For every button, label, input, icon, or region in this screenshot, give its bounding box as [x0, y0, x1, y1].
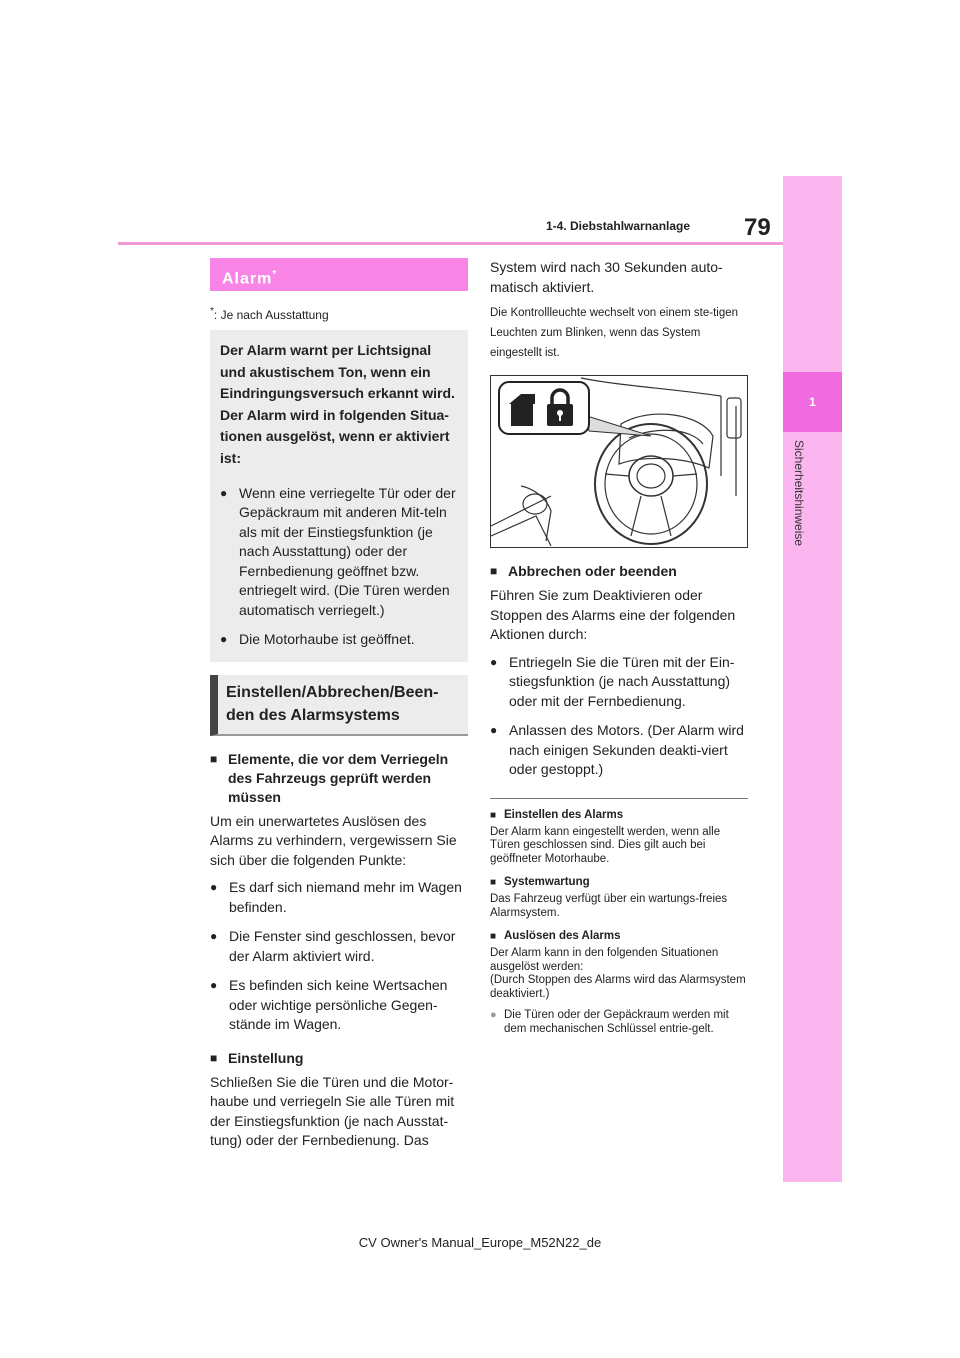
bullet-icon: ● [210, 978, 218, 993]
chapter-side-tab [783, 176, 842, 1182]
intro-box [210, 330, 468, 662]
note-heading [490, 929, 748, 944]
alarm-title-bar [210, 258, 468, 291]
note-list-item [490, 1009, 748, 1036]
bullet-icon: ● [490, 1009, 497, 1021]
intro-text-2: Der Alarm wird in folgenden Situa-tionen ausgelöst, wenn er aktiviert ist: [220, 406, 450, 466]
right-column [490, 258, 748, 1036]
square-bullet-icon: ■ [490, 564, 498, 578]
page-number: 79 [744, 214, 771, 241]
left-column [210, 258, 468, 1151]
footnote-mark: * [210, 306, 214, 317]
dashboard-illustration [490, 375, 748, 548]
list-item-text: Anlassen des Motors. (Der Alarm wird nach einigen Sekunden deakti-viert oder gestoppt.) [509, 722, 744, 777]
bullet-icon: ● [220, 632, 228, 647]
square-bullet-icon: ■ [210, 1050, 218, 1065]
subheading-cancel [490, 562, 748, 581]
footer: CV Owner's Manual_Europe_M52N22_de [358, 1235, 602, 1250]
check-bullets [210, 878, 468, 1035]
list-item [210, 927, 468, 966]
note-heading-text: Auslösen des Alarms [504, 930, 621, 942]
steering-wheel-illustration [491, 376, 747, 547]
header-rule [118, 242, 784, 245]
square-bullet-icon: ■ [210, 751, 218, 766]
bullet-icon: ● [490, 654, 498, 669]
notes-divider [490, 798, 748, 799]
paragraph: Um ein unerwartetes Auslösen des Alarms zu verhindern, vergewissern Sie sich über die folgenden Punkte: [210, 812, 457, 868]
alarm-title: Alarm [222, 270, 273, 288]
chapter-number-tab: 1 [783, 372, 842, 432]
bullet-icon: ● [210, 929, 218, 944]
paragraph: Schließen Sie die Türen und die Motor-haube und verriegeln Sie alle Türen mit der Einstiegsfunktion (je nach Ausstat-tung) oder der Fernbedienung. Das [210, 1073, 455, 1149]
footnote-text: : Je nach Ausstattung [213, 308, 329, 322]
list-item [490, 653, 748, 712]
note-text: Das Fahrzeug verfügt über ein wartungs-freies Alarmsystem. [490, 893, 728, 919]
paragraph: System wird nach 30 Sekunden auto-matisch aktiviert. [490, 259, 723, 295]
note-text: Der Alarm kann in den folgenden Situationen ausgelöst werden: (Durch Stoppen des Alarms wird das Alarmsystem deaktiviert.) [490, 947, 746, 1000]
list-item-text: Es befinden sich keine Wertsachen oder wichtige persönliche Gegen-stände im Wagen. [229, 977, 448, 1033]
note-text: Der Alarm kann eingestellt werden, wenn alle Türen geschlossen sind. Dies gilt auch bei geöffneter Motorhaube. [490, 825, 721, 865]
list-item-text: Wenn eine verriegelte Tür oder der Gepäckraum mit anderen Mit-teln als mit der Einstiegsfunktion (je nach Ausstattung) oder der Fernbedienung geöffnet bzw. entriegelt wird. (Die Türen werden automatisch verriegelt.) [239, 484, 456, 618]
bullet-icon: ● [210, 880, 218, 895]
list-item [210, 878, 468, 917]
list-item-text: Entriegeln Sie die Türen mit der Ein-stiegsfunktion (je nach Ausstattung) oder mit der Fernbedienung. [509, 653, 735, 709]
section-heading: 1-4. Diebstahlwarnanlage [546, 219, 691, 233]
list-item-text: Es darf sich niemand mehr im Wagen befinden. [229, 879, 462, 915]
note-heading [490, 808, 748, 823]
subheading-text: Elemente, die vor dem Verriegeln des Fahrzeugs geprüft werden müssen [228, 750, 449, 805]
list-item [210, 976, 468, 1035]
square-bullet-icon: ■ [490, 931, 497, 942]
bullet-icon: ● [490, 723, 498, 737]
subheading-text: Abbrechen oder beenden [508, 563, 677, 579]
subheading-setting [210, 1049, 468, 1068]
bullet-icon: ● [220, 485, 228, 500]
list-item-text: Die Motorhaube ist geöffnet. [239, 631, 415, 648]
intro-bullets [220, 484, 458, 650]
square-bullet-icon: ■ [490, 877, 497, 888]
list-item [490, 721, 748, 780]
subheading-check [210, 750, 468, 807]
indicator-note: Die Kontrollleuchte wechselt von einem ste-tigen Leuchten zum Blinken, wenn das System eingestellt ist. [490, 307, 739, 359]
paragraph: Führen Sie zum Deaktivieren oder Stoppen des Alarms eine der folgenden Aktionen durch: [490, 587, 736, 642]
footnote [210, 306, 468, 322]
cancel-bullets [490, 653, 748, 780]
note-list-item-text: Die Türen oder der Gepäckraum werden mit dem mechanischen Schlüssel entrie-gelt. [504, 1009, 729, 1035]
square-bullet-icon: ■ [490, 809, 497, 821]
note-heading-text: Systemwartung [504, 876, 590, 888]
list-item-text: Die Fenster sind geschlossen, bevor der Alarm aktiviert wird. [229, 928, 456, 964]
intro-text: Der Alarm warnt per Lichtsignal und akustischem Ton, wenn ein Eindringungsversuch erkannt wird. [220, 342, 455, 402]
subheading-text: Einstellung [228, 1049, 304, 1066]
note-heading [490, 875, 748, 890]
alarm-asterisk: * [272, 269, 278, 280]
note-heading-text: Einstellen des Alarms [504, 808, 624, 821]
chapter-title: Sicherheitshinweise [792, 440, 806, 547]
section-title: Einstellen/Abbrechen/Been-den des Alarmsystems [210, 675, 468, 736]
list-item [220, 484, 458, 621]
list-item [220, 630, 458, 650]
